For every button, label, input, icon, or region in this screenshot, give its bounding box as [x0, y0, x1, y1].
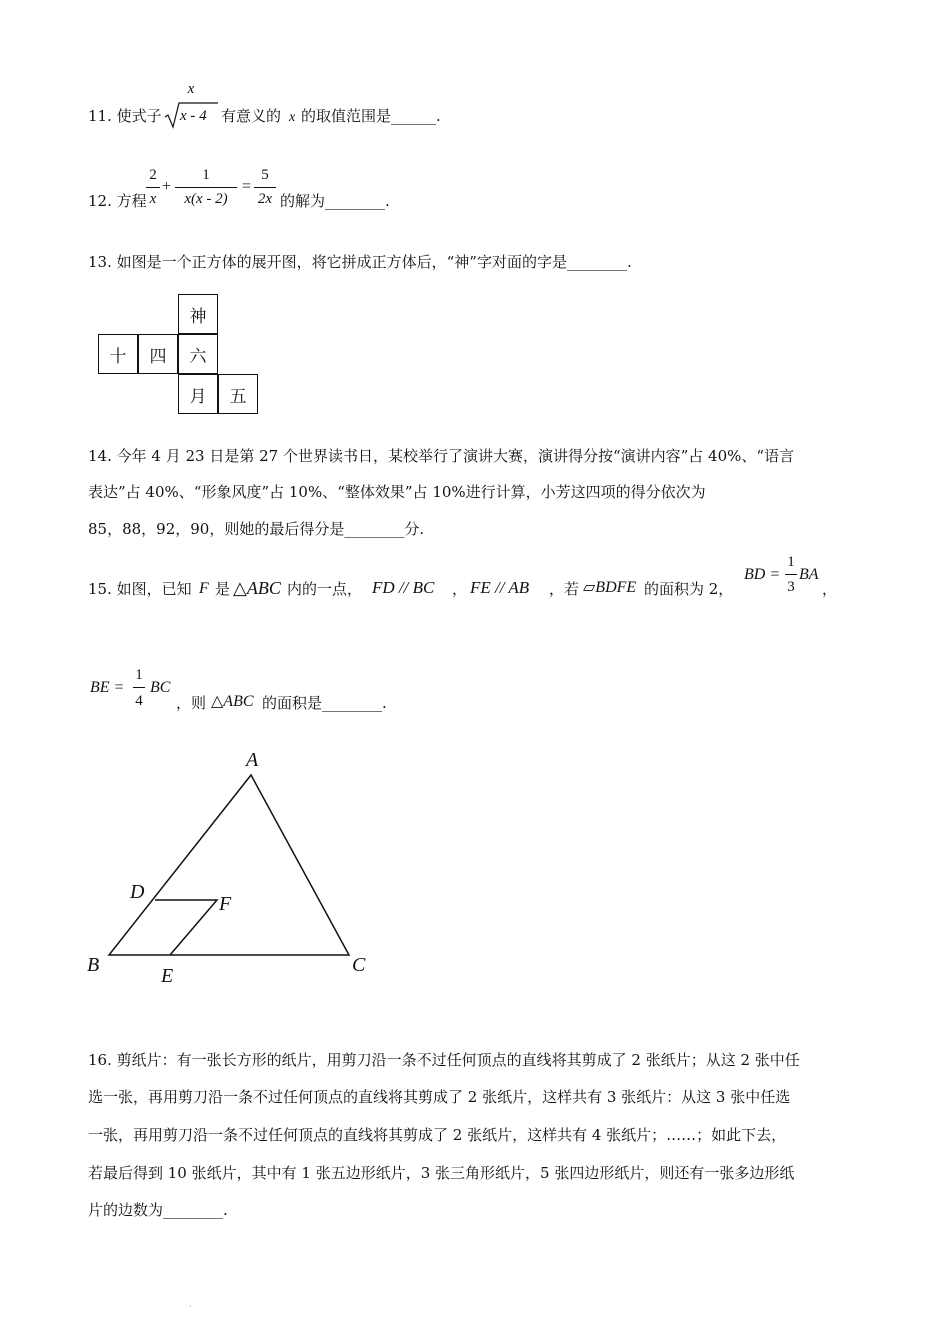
q12-f3-num: 5 [261, 167, 269, 183]
q11-post: 有意义的 [221, 107, 282, 125]
triangle-figure [80, 745, 380, 995]
q16-line: 选一张，再用剪刀沿一条不过任何顶点的直线将其剪成了 2 张纸片，这样共有 3 张纸片：从这 3 张中任选 [88, 1088, 791, 1106]
q15-comma: ，若 [549, 580, 580, 598]
q15-bd-right: BA [799, 566, 819, 583]
q15-cond1: FD // BC [372, 578, 435, 597]
cube-cell: 六 [178, 334, 218, 374]
cube-cell: 神 [178, 294, 218, 334]
cube-cell: 月 [178, 374, 218, 414]
q15-pre: 15. 如图，已知 [88, 580, 192, 598]
q12-f1-den: x [149, 191, 157, 207]
q15-be-num: 1 [135, 667, 143, 683]
fraction-bar [133, 687, 145, 688]
q16-line: 片的边数为________. [88, 1201, 228, 1219]
q12-f1-num: 2 [149, 167, 157, 183]
q12-f2-num: 1 [202, 167, 210, 183]
q12-prefix: 12. 方程 [88, 192, 147, 210]
point-label-C: C [352, 954, 366, 976]
q11-post2: 的取值范围是______. [301, 107, 441, 125]
q16-line: 若最后得到 10 张纸片，其中有 1 张五边形纸片，3 张三角形纸片，5 张四边形纸片，则还有一张多边形纸 [88, 1164, 795, 1182]
q11-frac-numerator: x [187, 81, 195, 97]
q15-tail: ，则 [176, 694, 207, 712]
q15-inside: 内的一点， [287, 580, 363, 598]
q15-be-den: 4 [135, 693, 143, 709]
cube-cell: 十 [98, 334, 138, 374]
q14-line: 14. 今年 4 月 23 日是第 27 个世界读书日，某校举行了演讲大赛，演讲得分按“演讲内容”占 40%、“语言 [88, 447, 795, 465]
q15-comma: ， [452, 580, 468, 598]
q14-line: 表达”占 40%、“形象风度”占 10%、“整体效果”占 10%进行计算，小芳这四项的得分依次为 [88, 483, 706, 501]
q12-f3-den: 2x [257, 191, 273, 207]
q15-F: F [199, 580, 209, 597]
fraction-bar [254, 187, 276, 188]
q12-eq: = [242, 178, 252, 195]
q15-triangle: △ABC [233, 578, 281, 598]
q11-radicand: x - 4 [180, 108, 207, 124]
q15-tail: 的面积是________. [262, 694, 387, 712]
point-label-B: B [87, 954, 100, 976]
q15-comma: ， [822, 580, 838, 598]
q12-plus: + [162, 178, 172, 195]
q16-line: 一张，再用剪刀沿一条不过任何顶点的直线将其剪成了 2 张纸片，这样共有 4 张纸片；……；如此下去， [88, 1126, 787, 1144]
q15-area: 的面积为 2， [644, 580, 734, 598]
q15-bd-num: 1 [787, 554, 795, 570]
q15-bd-left: BD = [744, 566, 781, 583]
q12-post: 的解为________. [280, 192, 390, 210]
q16-line: 16. 剪纸片：有一张长方形的纸片，用剪刀沿一条不过任何顶点的直线将其剪成了 2 张纸片；从这 2 张中任 [88, 1051, 800, 1069]
q15-is: 是 [215, 580, 231, 598]
cube-cell: 四 [138, 334, 178, 374]
q15-cond2: FE // AB [470, 578, 530, 597]
point-label-D: D [130, 881, 145, 903]
q15-parallelogram: ▱BDFE [583, 579, 637, 596]
point-label-E: E [161, 965, 174, 987]
q11-prefix: 11. 使式子 [88, 107, 162, 125]
q13-text: 13. 如图是一个正方体的展开图，将它拼成正方体后，“神”字对面的字是________. [88, 253, 632, 271]
fraction-bar [175, 187, 237, 188]
fraction-bar [146, 187, 160, 188]
q12-f2-den: x(x - 2) [184, 191, 228, 207]
q15-be-left: BE = [90, 679, 125, 696]
fraction-bar [785, 574, 797, 575]
q15-triangle: △ABC [211, 693, 254, 710]
point-label-A: A [246, 749, 259, 771]
cube-cell: 五 [218, 374, 258, 414]
q14-line: 85，88，92，90，则她的最后得分是________分. [88, 520, 425, 538]
point-label-F: F [219, 893, 232, 915]
footer-mark: · [189, 1302, 192, 1311]
q15-bd-den: 3 [787, 579, 795, 595]
q15-be-right: BC [150, 679, 171, 696]
q11-var: x [289, 110, 296, 125]
